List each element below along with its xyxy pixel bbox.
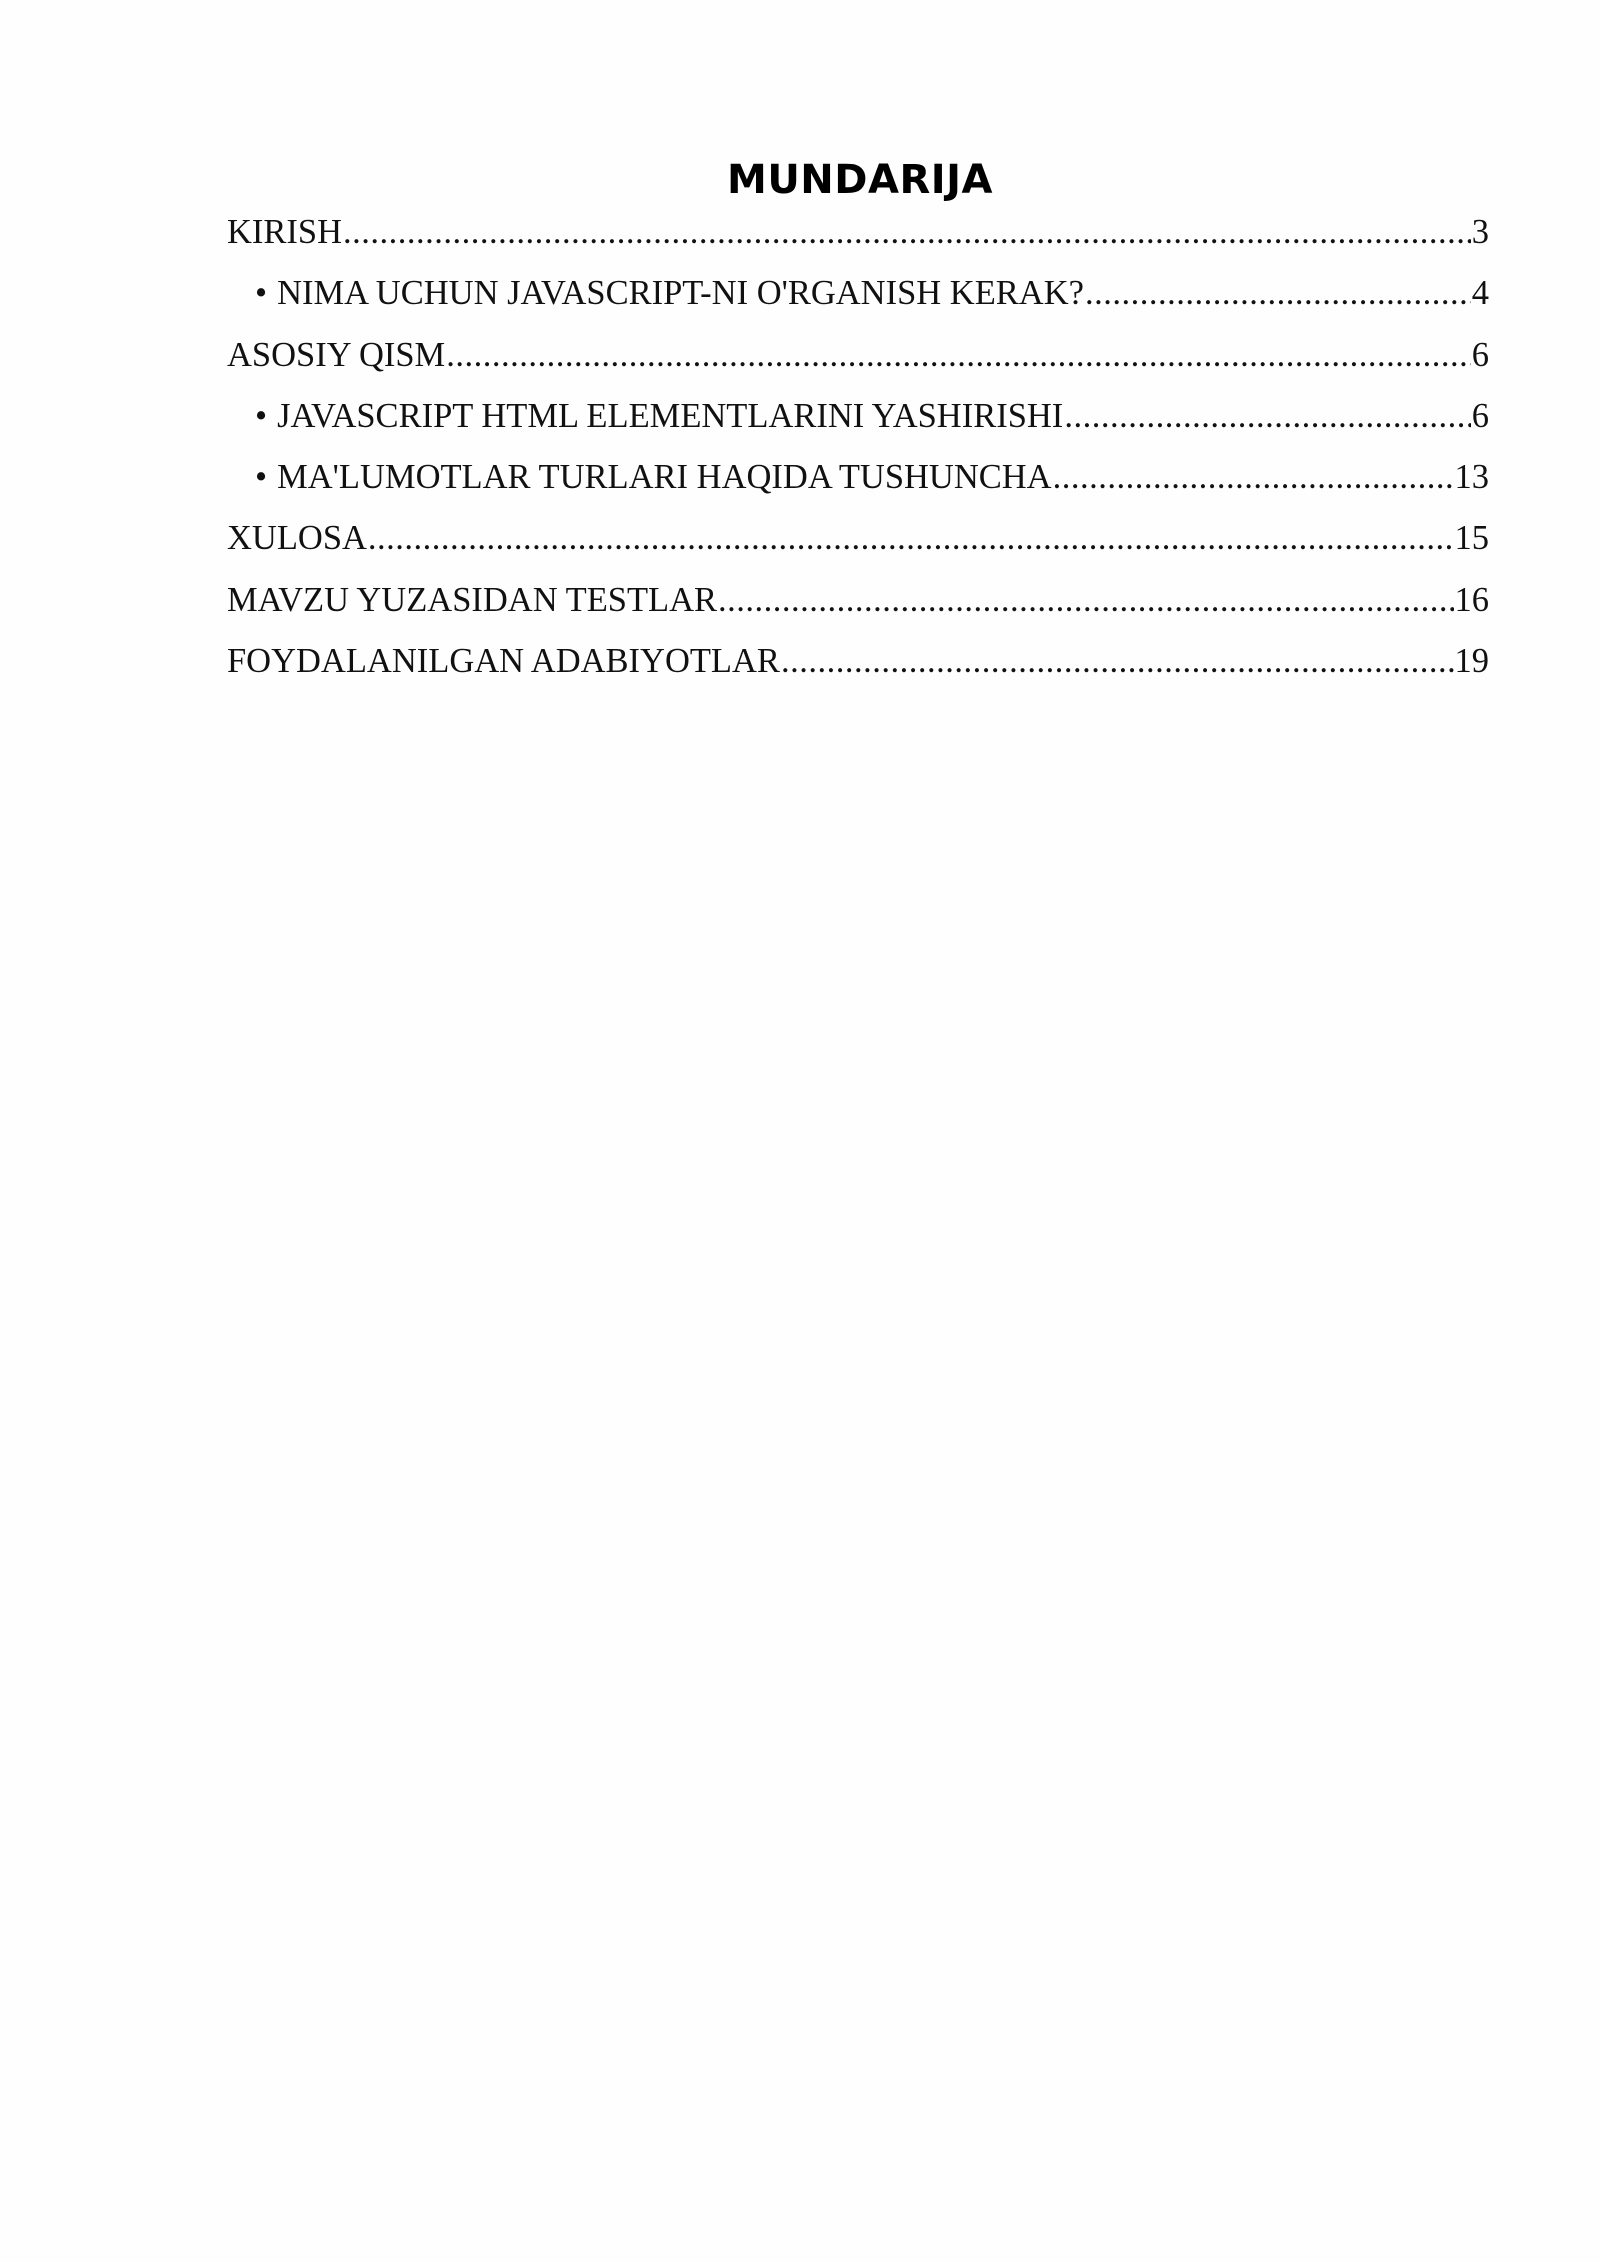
toc-entry-text: ASOSIY QISM [227,335,446,374]
toc-entry-text: MA'LUMOTLAR TURLARI HAQIDA TUSHUNCHA [277,458,1052,497]
toc-dot-leader [446,336,1471,375]
toc-entry[interactable] [227,397,1489,458]
toc-entry-text: NIMA UCHUN JAVASCRIPT-NI O'RGANISH KERAK? [277,274,1084,313]
toc-page-number: 13 [1454,458,1489,497]
toc-page-number: 6 [1471,396,1489,435]
toc-entry[interactable] [227,213,1489,274]
toc-dot-leader [343,213,1471,252]
toc-dot-leader [1064,397,1470,436]
toc-title: MUNDARIJA [727,157,993,203]
toc-entry-text: MAVZU YUZASIDAN TESTLAR [227,580,718,619]
toc-entry-text: KIRISH [227,213,343,251]
toc-entry[interactable] [227,519,1489,580]
toc-page-number: 3 [1471,213,1489,251]
toc-entry[interactable] [227,642,1489,703]
table-of-contents [227,213,1489,703]
toc-dot-leader [781,642,1454,681]
toc-entry[interactable] [227,336,1489,397]
toc-dot-leader [1053,458,1454,497]
toc-bullet: • [255,458,268,497]
toc-page-number: 19 [1454,642,1489,681]
toc-dot-leader [718,581,1453,620]
toc-bullet: • [255,396,268,435]
toc-entry-text: XULOSA [227,519,367,558]
toc-page-number: 6 [1471,335,1489,374]
toc-page-number: 15 [1454,519,1489,558]
toc-entry[interactable] [227,274,1489,335]
toc-dot-leader [1085,274,1471,313]
toc-entry[interactable] [227,581,1489,642]
toc-page-number: 16 [1454,580,1489,619]
toc-bullet: • [255,274,268,313]
toc-entry-text: JAVASCRIPT HTML ELEMENTLARINI YASHIRISHI [277,396,1064,435]
toc-dot-leader [368,519,1454,558]
toc-page-number: 4 [1471,274,1489,313]
toc-entry-text: FOYDALANILGAN ADABIYOTLAR [227,642,780,681]
toc-entry[interactable] [227,458,1489,519]
